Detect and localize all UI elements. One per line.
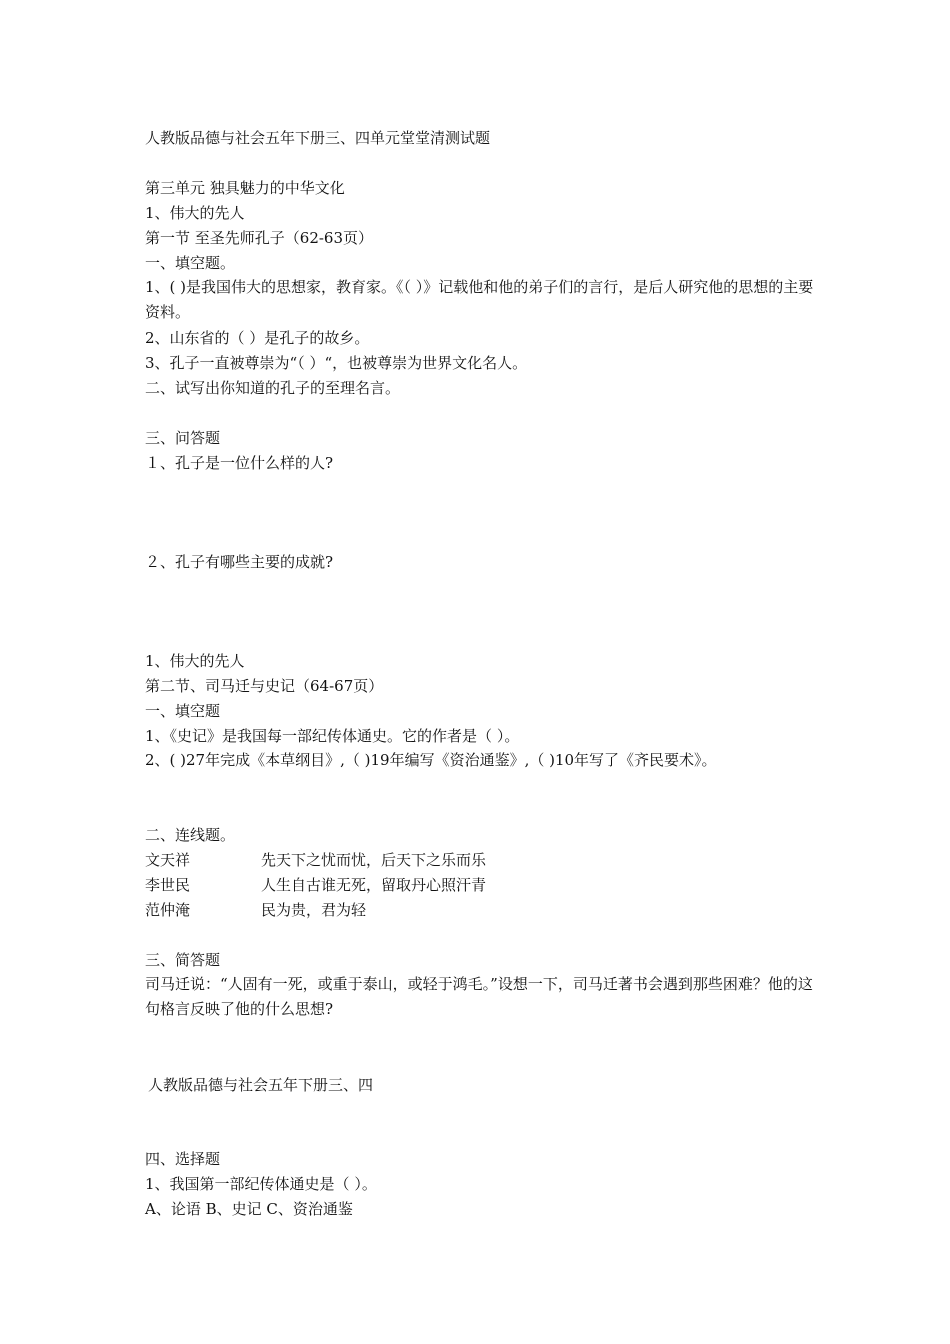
lesson-heading: 1、伟大的先人 <box>145 652 245 670</box>
matching-quote: 人生自古谁无死，留取丹心照汗青 <box>261 876 487 894</box>
matching-person: 李世民 <box>145 876 191 894</box>
matching-quote: 先天下之忧而忧，后天下之乐而乐 <box>261 851 487 869</box>
short-answer-heading: 三、简答题 <box>145 951 221 969</box>
matching-quote: 民为贵，君为轻 <box>261 901 367 919</box>
lesson-heading: 1、伟大的先人 <box>145 204 245 222</box>
short-answer-question: 司马迁说：“人固有一死，或重于泰山，或轻于鸿毛。”设想一下，司马迁著书会遇到那些困难？他的这句格言反映了他的什么思想? <box>145 975 813 1018</box>
fill-blank-heading: 一、填空题 <box>145 702 221 720</box>
quotes-heading: 二、试写出你知道的孔子的至理名言。 <box>145 379 401 397</box>
fill-blank-question: 1、( )是我国伟大的思想家，教育家。《（ ）》记载他和他的弟子们的言行，是后人研究他的思想的主要资料。 <box>145 278 814 321</box>
section-title: 第二节、司马迁与史记（64-67页） <box>145 677 384 695</box>
fill-blank-question: 2、山东省的（ ）是孔子的故乡。 <box>145 329 370 347</box>
choice-question: 1、我国第一部纪传体通史是（ ）。 <box>145 1175 377 1193</box>
fill-blank-heading: 一、填空题。 <box>145 254 236 272</box>
matching-person: 文天祥 <box>145 851 191 869</box>
repeated-title: 人教版品德与社会五年下册三、四 <box>148 1076 374 1094</box>
fill-blank-question: 1、《史记》是我国每一部纪传体通史。它的作者是（ ）。 <box>145 727 520 745</box>
fill-blank-question: 3、孔子一直被尊崇为“（ ）“，也被尊崇为世界文化名人。 <box>145 354 528 372</box>
section-title: 第一节 至圣先师孔子（62-63页） <box>145 229 374 247</box>
fill-blank-question: 2、( )27年完成《本草纲目》,（ )19年编写《资治通鉴》,（ )10年写了《齐民要术》。 <box>145 751 717 769</box>
choice-options: A、论语 B、史记 C、资治通鉴 <box>145 1200 353 1218</box>
matching-heading: 二、连线题。 <box>145 826 236 844</box>
qa-heading: 三、问答题 <box>145 429 221 447</box>
choice-heading: 四、选择题 <box>145 1150 221 1168</box>
unit-heading: 第三单元 独具魅力的中华文化 <box>145 179 345 197</box>
qa-question: １、孔子是一位什么样的人? <box>145 454 334 472</box>
document-title: 人教版品德与社会五年下册三、四单元堂堂清测试题 <box>145 129 491 147</box>
matching-person: 范仲淹 <box>145 901 191 919</box>
qa-question: ２、孔子有哪些主要的成就? <box>145 553 334 571</box>
